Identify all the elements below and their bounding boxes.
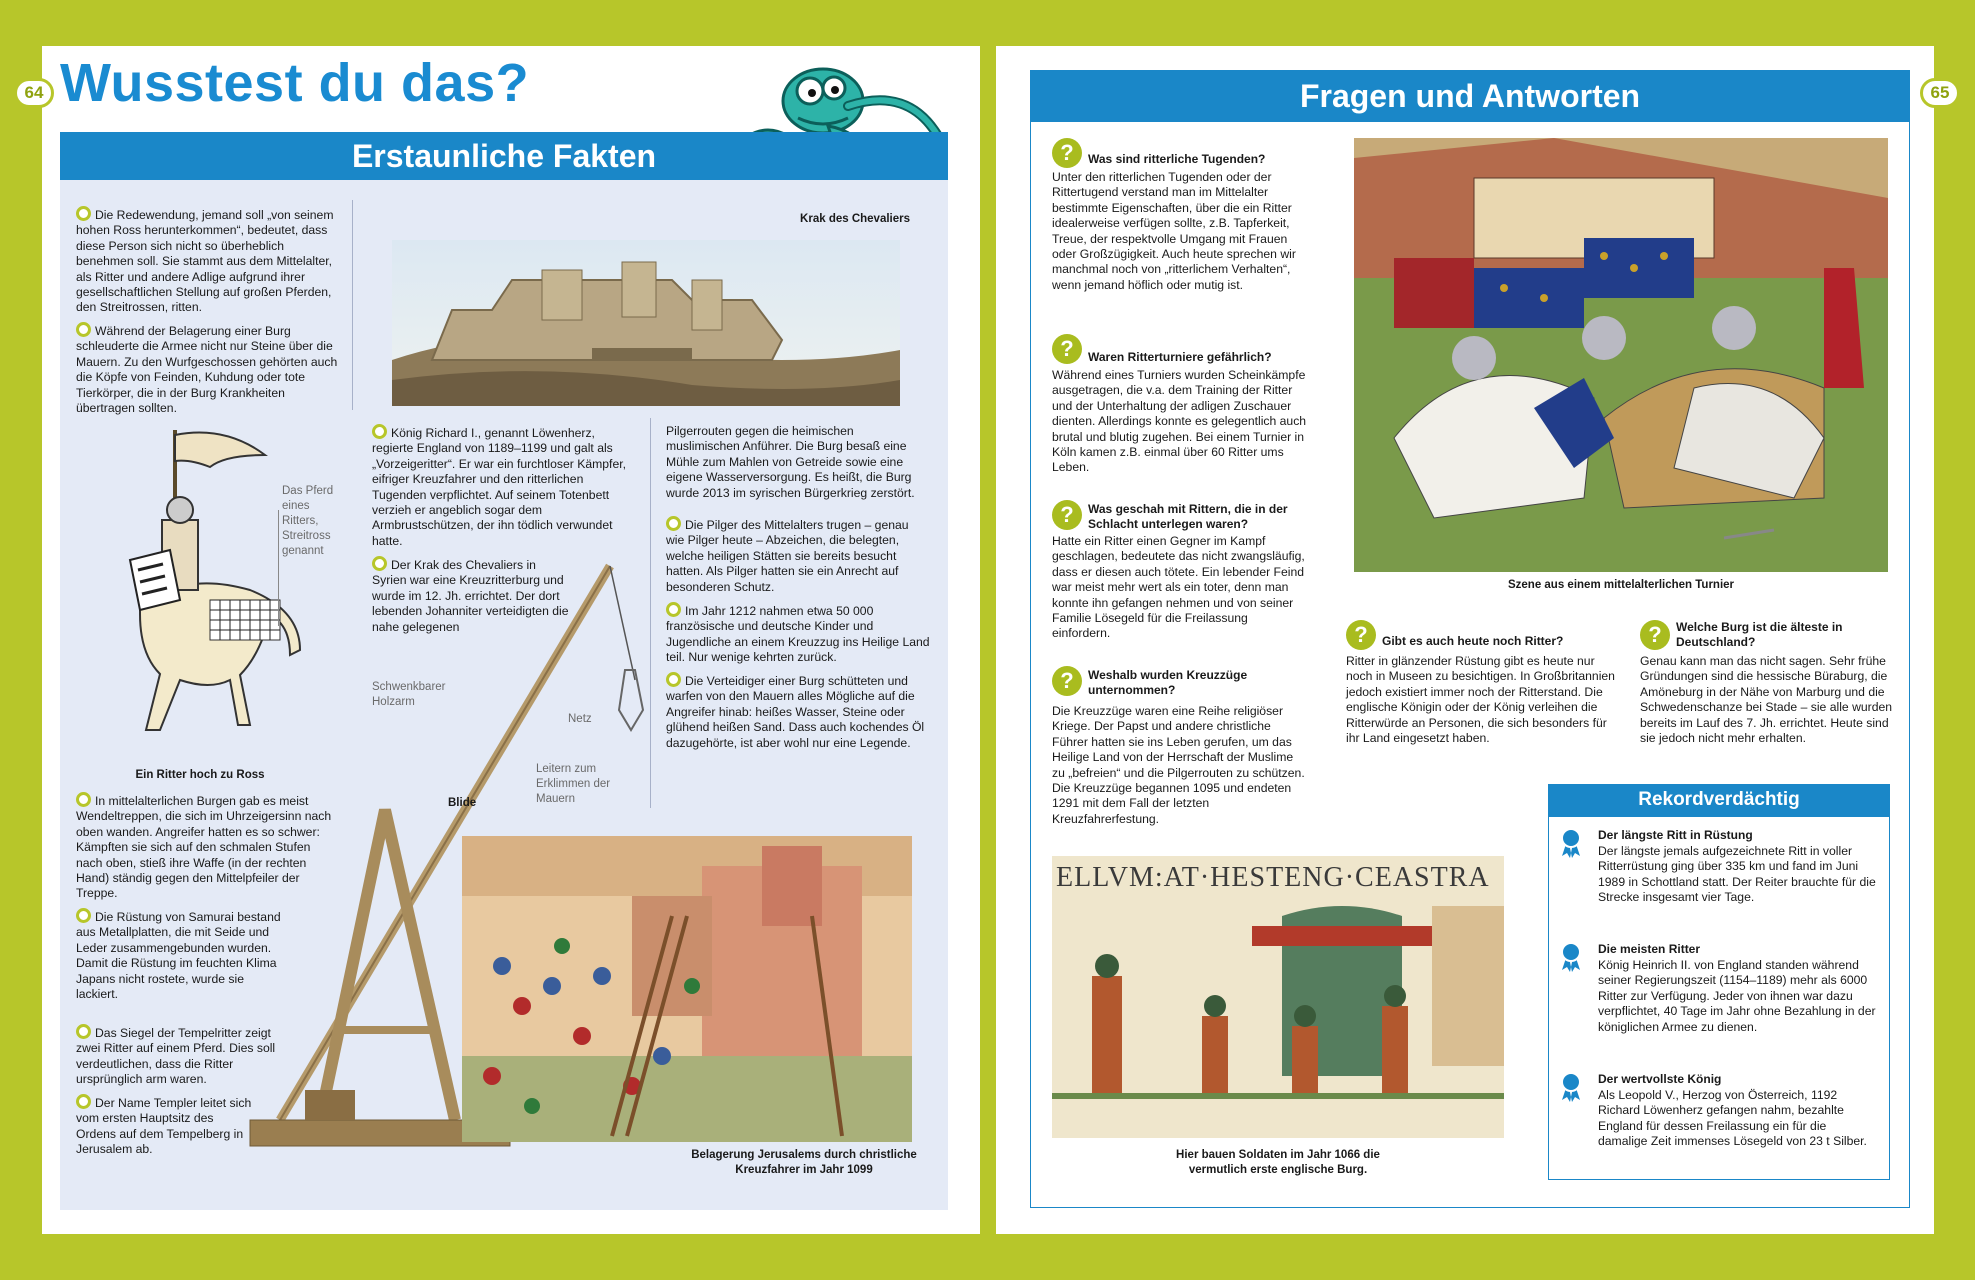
fact-11: Im Jahr 1212 nahmen etwa 50 000 französische und deutsche Kinder und Jugendliche an einem Kreuzzug ins Heilige Land teil. Nur wenige kehrten zurück. xyxy=(666,604,930,665)
section-title-facts: Erstaunliche Fakten xyxy=(60,132,948,180)
answer-3: Hatte ein Ritter einen Gegner im Kampf geschlagen, bedeutete das nicht zwangsläufig, dass er diesen auch tötete. Ein lebender Feind war meist mehr wert als ein toter, denn man konnte ihn gefangen nehmen und von seiner Familie Lösegeld für die Freilassung einfordern. xyxy=(1052,534,1305,641)
question-3: Was geschah mit Rittern, die in der Schlacht unterlegen waren? xyxy=(1088,502,1288,531)
caption-tournament: Szene aus einem mittelalterlichen Turnier xyxy=(1507,579,1735,591)
question-icon: ? xyxy=(1346,620,1376,650)
label-arm: Schwenkbarer Holzarm xyxy=(372,681,446,708)
label-blide: Blide xyxy=(448,797,477,809)
tournament-painting xyxy=(1354,138,1888,572)
bullet-icon xyxy=(76,206,91,221)
record-3-text: Als Leopold V., Herzog von Österreich, 1192 Richard Löwenherz gefangen nahm, bezahlte England für dessen Freilassung ein für die damalige Zeit immenses Lösegeld von 23 t Silber. xyxy=(1598,1088,1867,1149)
bullet-icon xyxy=(372,424,387,439)
caption-castle: Krak des Chevaliers xyxy=(800,213,910,225)
caption-knight: Ein Ritter hoch zu Ross xyxy=(135,769,265,781)
question-icon: ? xyxy=(1052,334,1082,364)
question-2: Waren Ritterturniere gefährlich? xyxy=(1088,350,1272,364)
page-number-right: 65 xyxy=(1920,78,1960,108)
page-title: Wusstest du das? xyxy=(60,53,530,113)
fact-12: Die Verteidiger einer Burg schütteten und warfen von den Mauern alles Mögliche auf die Angreifer hinab: heißes Wasser, Steine oder glühend heißen Sand. Dass auch kochendes Öl dazugehörte, ist aber wohl nur eine Legende. xyxy=(666,674,925,750)
fact-5: Das Siegel der Tempelritter zeigt zwei Ritter auf einem Pferd. Dies soll verdeutlichen, dass die Ritter ursprünglich arm waren. xyxy=(76,1026,276,1087)
award-medal-icon xyxy=(1560,828,1582,858)
record-2-text: König Heinrich II. von England standen während seiner Regierungszeit (1154–1189) mehr als 6000 Ritter zur Verfügung. Jeder von ihnen war dazu verpflichtet, 40 Tage im Jahr ohne Bezahlung in der königlichen Armee zu dienen. xyxy=(1598,958,1876,1034)
bullet-icon xyxy=(666,672,681,687)
record-2-title: Die meisten Ritter xyxy=(1598,942,1701,956)
label-ladders: Leitern zum Erklimmen der Mauern xyxy=(536,763,611,805)
siege-painting xyxy=(462,836,912,1142)
record-1-title: Der längste Ritt in Rüstung xyxy=(1598,828,1753,842)
award-medal-icon xyxy=(1560,1072,1582,1102)
bullet-icon xyxy=(666,602,681,617)
bullet-icon xyxy=(76,908,91,923)
answer-6: Genau kann man das nicht sagen. Sehr frühe Gründungen sind die hessische Büraburg, die Amöneburg in der Nähe von Marburg und die Schwedenschanze bei Stade – sie alle wurden bereits im Lauf des 7. Jh. errichtet. Heute sind sie jedoch nicht mehr erhalten. xyxy=(1640,654,1893,746)
fact-4: Die Rüstung von Samurai bestand aus Metallplatten, die mit Seide und Leder zusammengebunden wurden. Damit die Rüstung im feuchten Klima Japans nicht rostete, wurde sie lackiert. xyxy=(76,910,281,1002)
question-5: Gibt es auch heute noch Ritter? xyxy=(1382,634,1564,648)
fact-10: Die Pilger des Mittelalters trugen – genau wie Pilger heute – Abzeichen, die belegten, welche heiligen Stätten sie bereits besucht hatten. Als Pilger hatten sie ein Anrecht auf besonderen Schutz. xyxy=(666,518,909,594)
caption-siege: Belagerung Jerusalems durch christliche Kreuzfahrer im Jahr 1099 xyxy=(691,1149,917,1176)
award-medal-icon xyxy=(1560,942,1582,972)
record-3-title: Der wertvollste König xyxy=(1598,1072,1722,1086)
column-divider xyxy=(352,200,353,410)
fact-2: Während der Belagerung einer Burg schleuderte die Armee nicht nur Steine über die Mauern. Zu den Wurfgeschossen gehörten auch die Köpfe von Feinden, Kuhdung oder tote Tierkörper, die in der Burg Krankheiten übertragen sollten. xyxy=(76,324,338,416)
bullet-icon xyxy=(666,516,681,531)
label-horse: Das Pferd eines Ritters, Streitross genannt xyxy=(282,485,334,557)
label-net: Netz xyxy=(568,713,592,725)
question-6: Welche Burg ist die älteste in Deutschland? xyxy=(1676,620,1843,649)
page-number-left: 64 xyxy=(14,78,54,108)
answer-1: Unter den ritterlichen Tugenden oder der Rittertugend verstand man im Mittelalter bestimmte Eigenschaften, über die ein Ritter idealerweise verfügen sollte, z.B. Tapferkeit, Treue, der respektvolle Umgang mit Frauen oder Großzügigkeit. Auch heute sprechen wir manchmal noch von „ritterlichem Verhalten“, wenn jemand höflich oder mutig ist. xyxy=(1052,170,1296,292)
fact-3: In mittelalterlichen Burgen gab es meist Wendeltreppen, die sich im Uhrzeigersinn nach oben wanden. Angreifer hatten es so schwer: Kämpften sie sich auf den schmalen Stufen nach oben, stieß ihre Waffe (in der rechten Hand) ständig gegen den Mittelpfeiler der Treppe. xyxy=(76,794,332,901)
fact-6: Der Name Templer leitet sich vom ersten Hauptsitz des Ordens auf dem Tempelberg in Jerusalem ab. xyxy=(76,1096,252,1157)
answer-5: Ritter in glänzender Rüstung gibt es heute nur noch in Museen zu besichtigen. In Großbritannien jedoch existiert immer noch der Ritterstand. Die englische Königin oder der König verleihen die Ritterwürde an Personen, die sich besonders für ihr Land eingesetzt haben. xyxy=(1346,654,1615,746)
question-icon: ? xyxy=(1052,500,1082,530)
fact-7: König Richard I., genannt Löwenherz, regierte England von 1189–1199 und galt als „Vorzeigeritter“. Er war ein furchtloser Kämpfer, eifriger Kreuzfahrer und den ritterlichen Tugenden verpflichtet. Auf seinem Totenbett verzieh er angeblich sogar dem Armbrustschützen, der ihn tödlich verwundet hatte. xyxy=(372,426,626,548)
question-1: Was sind ritterliche Tugenden? xyxy=(1088,152,1266,166)
record-1-text: Der längste jemals aufgezeichnete Ritt in voller Ritterrüstung ging über 335 km und fand im Juni 1989 in Schottland statt. Der Reiter brauchte für die Strecke insgesamt vier Tage. xyxy=(1598,844,1876,905)
section-title-qa: Fragen und Antworten xyxy=(1030,70,1910,122)
question-icon: ? xyxy=(1052,138,1082,168)
question-icon: ? xyxy=(1640,620,1670,650)
fact-9: Pilgerrouten gegen die heimischen muslimischen Anführer. Die Burg besaß eine Mühle zum Mahlen von Getreide sowie eine eigene Wasserversorgung. Es heißt, die Burg wurde 2013 im syrischen Bürgerkrieg zerstört. xyxy=(666,424,915,500)
answer-4: Die Kreuzzüge waren eine Reihe religiöser Kriege. Der Papst und andere christliche Führer hatten sie ins Leben gerufen, um das Heilige Land von der Herrschaft der Muslime zu „befreien“ und die Pilgerrouten zu schützen. Die Kreuzzüge begannen 1095 und endeten 1291 mit dem Fall der letzten Kreuzfahrerfestung. xyxy=(1052,704,1305,826)
record-title: Rekordverdächtig xyxy=(1548,784,1890,816)
bullet-icon xyxy=(76,792,91,807)
caption-tapestry: Hier bauen Soldaten im Jahr 1066 die vermutlich erste englische Burg. xyxy=(1176,1149,1380,1176)
answer-2: Während eines Turniers wurden Scheinkämpfe ausgetragen, die v.a. dem Training der Ritter und der Unterhaltung der adligen Zuschauer dienten. Allerdings konnte es gelegentlich auch brutal und blutig zugehen. Bei einem Turnier in Köln kamen z.B. einmal über 60 Ritter ums Leben. xyxy=(1052,368,1307,475)
tapestry-image xyxy=(1052,856,1504,1138)
question-icon: ? xyxy=(1052,666,1082,696)
fact-1: Die Redewendung, jemand soll „von seinem hohen Ross herunterkommen“, bedeutet, dass diese Person sich nicht so überheblich benehmen soll. Sie stammt aus dem Mittelalter, als Ritter und andere Adlige aufgrund ihrer gesellschaftlichen Stellung auf großen Pferden, den Streitrossen, ritten. xyxy=(76,208,334,315)
tapestry-inscription: ELLVM:AT·HESTENG·CEASTRA xyxy=(1056,862,1490,893)
question-4: Weshalb wurden Kreuzzüge unternommen? xyxy=(1088,668,1248,697)
fact-8: Der Krak des Chevaliers in Syrien war eine Kreuzritterburg und wurde im 12. Jh. errichtet. Der dort lebenden Johanniter verteidigten die nahe gelegenen xyxy=(372,558,569,634)
bullet-icon xyxy=(76,1094,91,1109)
bullet-icon xyxy=(76,322,91,337)
castle-photo xyxy=(392,240,900,406)
bullet-icon xyxy=(76,1024,91,1039)
